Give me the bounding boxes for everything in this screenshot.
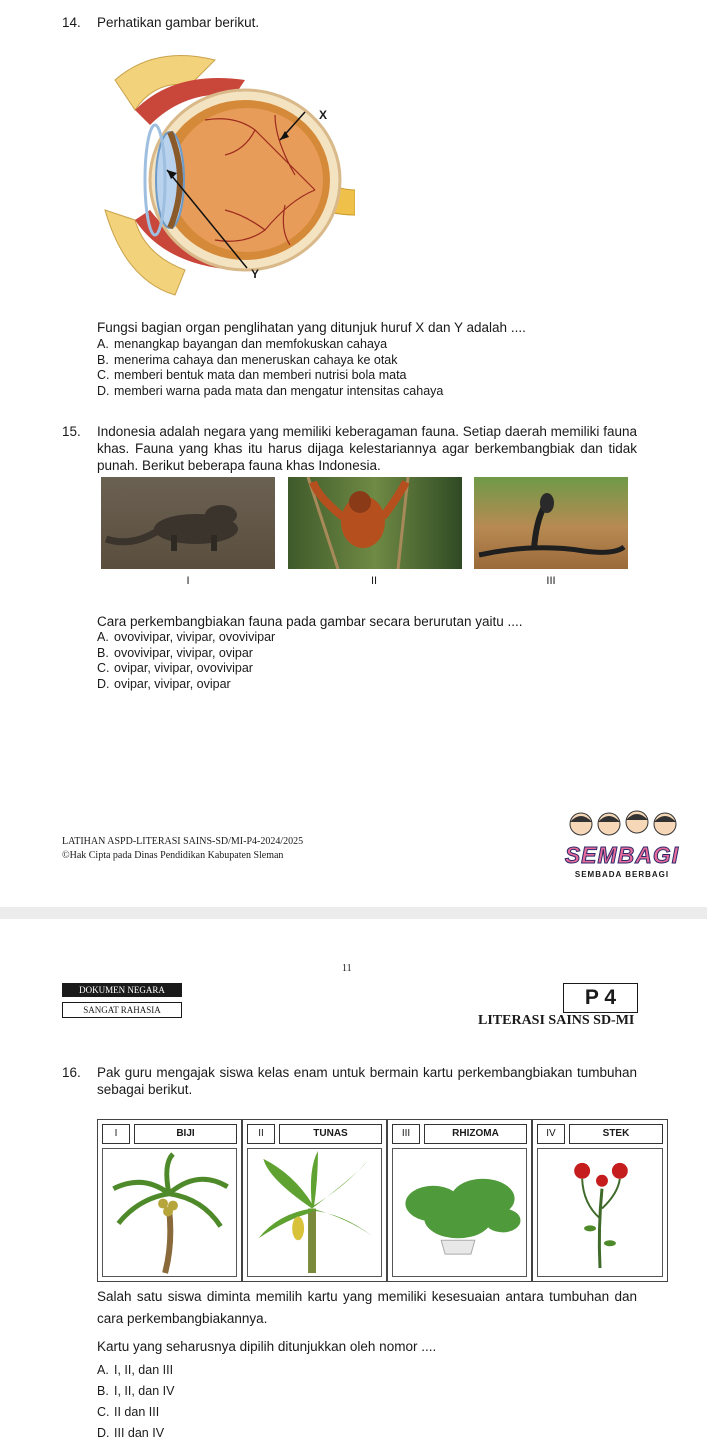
q16-text: Salah satu siswa diminta memilih kartu yang memiliki kesesuaian antara tumbuhan dan cara perkembangbiakannya.: [97, 1289, 637, 1326]
banana-tree-image: [247, 1148, 382, 1277]
sembagi-logo: [545, 810, 695, 885]
card-number: I: [102, 1124, 130, 1144]
page-number: 11: [342, 963, 352, 974]
page-break: [0, 907, 707, 919]
option-a[interactable]: A. menangkap bayangan dan memfokuskan cahaya: [97, 337, 388, 351]
card-4[interactable]: [532, 1119, 668, 1282]
q15-options: [97, 630, 275, 692]
option-b[interactable]: B. menerima cahaya dan meneruskan cahaya ke otak: [97, 352, 398, 367]
fern-plant-image: [392, 1148, 527, 1277]
code-box: P 4: [563, 983, 638, 1013]
option-c[interactable]: C. ovipar, vivipar, ovovivipar: [97, 661, 253, 675]
card-name: RHIZOMA: [424, 1124, 527, 1144]
q14-number: 14.: [62, 15, 81, 30]
eye-label-x: X: [319, 108, 328, 122]
subject-title: LITERASI SAINS SD-MI: [478, 1013, 635, 1028]
coconut-tree-image: [102, 1148, 237, 1277]
option-b[interactable]: B. I, II, dan IV: [97, 1384, 175, 1398]
rose-plant-image: [537, 1148, 663, 1277]
komodo-image: [101, 477, 275, 569]
cobra-image: [474, 477, 628, 569]
card-1[interactable]: [97, 1119, 242, 1282]
q15-number: 15.: [62, 424, 81, 439]
fauna-label-1: I: [186, 575, 190, 587]
fauna-label-2: II: [370, 575, 378, 587]
doc-label-negara: DOKUMEN NEGARA: [62, 983, 182, 997]
q16-intro: Pak guru mengajak siswa kelas enam untuk bermain kartu perkembangbiakan tumbuhan sebagai berikut.: [97, 1065, 637, 1097]
q16-question: Kartu yang seharusnya dipilih ditunjukkan oleh nomor ....: [97, 1339, 437, 1354]
q16-number: 16.: [62, 1065, 81, 1080]
q14-intro: Perhatikan gambar berikut.: [97, 15, 260, 30]
card-3[interactable]: [387, 1119, 532, 1282]
q14-options: [97, 337, 443, 399]
q15-paragraph: Indonesia adalah negara yang memiliki keberagaman fauna. Setiap daerah memiliki fauna khas. Fauna yang khas itu harus dijaga kelestariannya agar berkembangbiak dan tidak punah. Berikut beberapa fauna khas Indonesia.: [97, 424, 637, 473]
q14-question: Fungsi bagian organ penglihatan yang ditunjuk huruf X dan Y adalah ....: [97, 320, 526, 335]
option-c[interactable]: C. II dan III: [97, 1405, 160, 1419]
card-name: TUNAS: [279, 1124, 382, 1144]
fauna-label-3: III: [546, 575, 556, 587]
card-name: STEK: [569, 1124, 663, 1144]
card-number: III: [392, 1124, 420, 1144]
footer-line2: ©Hak Cipta pada Dinas Pendidikan Kabupaten Sleman: [62, 850, 284, 861]
logo-sub: SEMBADA BERBAGI: [574, 870, 670, 879]
footer-line1: LATIHAN ASPD-LITERASI SAINS-SD/MI-P4-2024/2025: [62, 836, 304, 847]
q16-options: [97, 1360, 174, 1444]
q15-question: Cara perkembangbiakan fauna pada gambar secara berurutan yaitu ....: [97, 614, 523, 629]
eye-anatomy-image: [95, 40, 355, 300]
option-d[interactable]: D. III dan IV: [97, 1426, 165, 1440]
option-b[interactable]: B. ovovivipar, vivipar, ovipar: [97, 645, 253, 660]
option-a[interactable]: A. I, II, dan III: [97, 1363, 174, 1377]
card-number: IV: [537, 1124, 565, 1144]
option-d[interactable]: D. ovipar, vivipar, ovipar: [97, 676, 231, 691]
option-a[interactable]: A. ovovivipar, vivipar, ovovivipar: [97, 630, 276, 644]
card-number: II: [247, 1124, 275, 1144]
option-c[interactable]: C. memberi bentuk mata dan memberi nutrisi bola mata: [97, 368, 407, 382]
card-2[interactable]: [242, 1119, 387, 1282]
orangutan-image: [288, 477, 462, 569]
eye-label-y: Y: [251, 267, 260, 281]
option-d[interactable]: D. memberi warna pada mata dan mengatur intensitas cahaya: [97, 383, 444, 398]
doc-label-rahasia: SANGAT RAHASIA: [62, 1002, 182, 1018]
card-name: BIJI: [134, 1124, 237, 1144]
logo-text: SEMBAGI: [564, 842, 680, 868]
